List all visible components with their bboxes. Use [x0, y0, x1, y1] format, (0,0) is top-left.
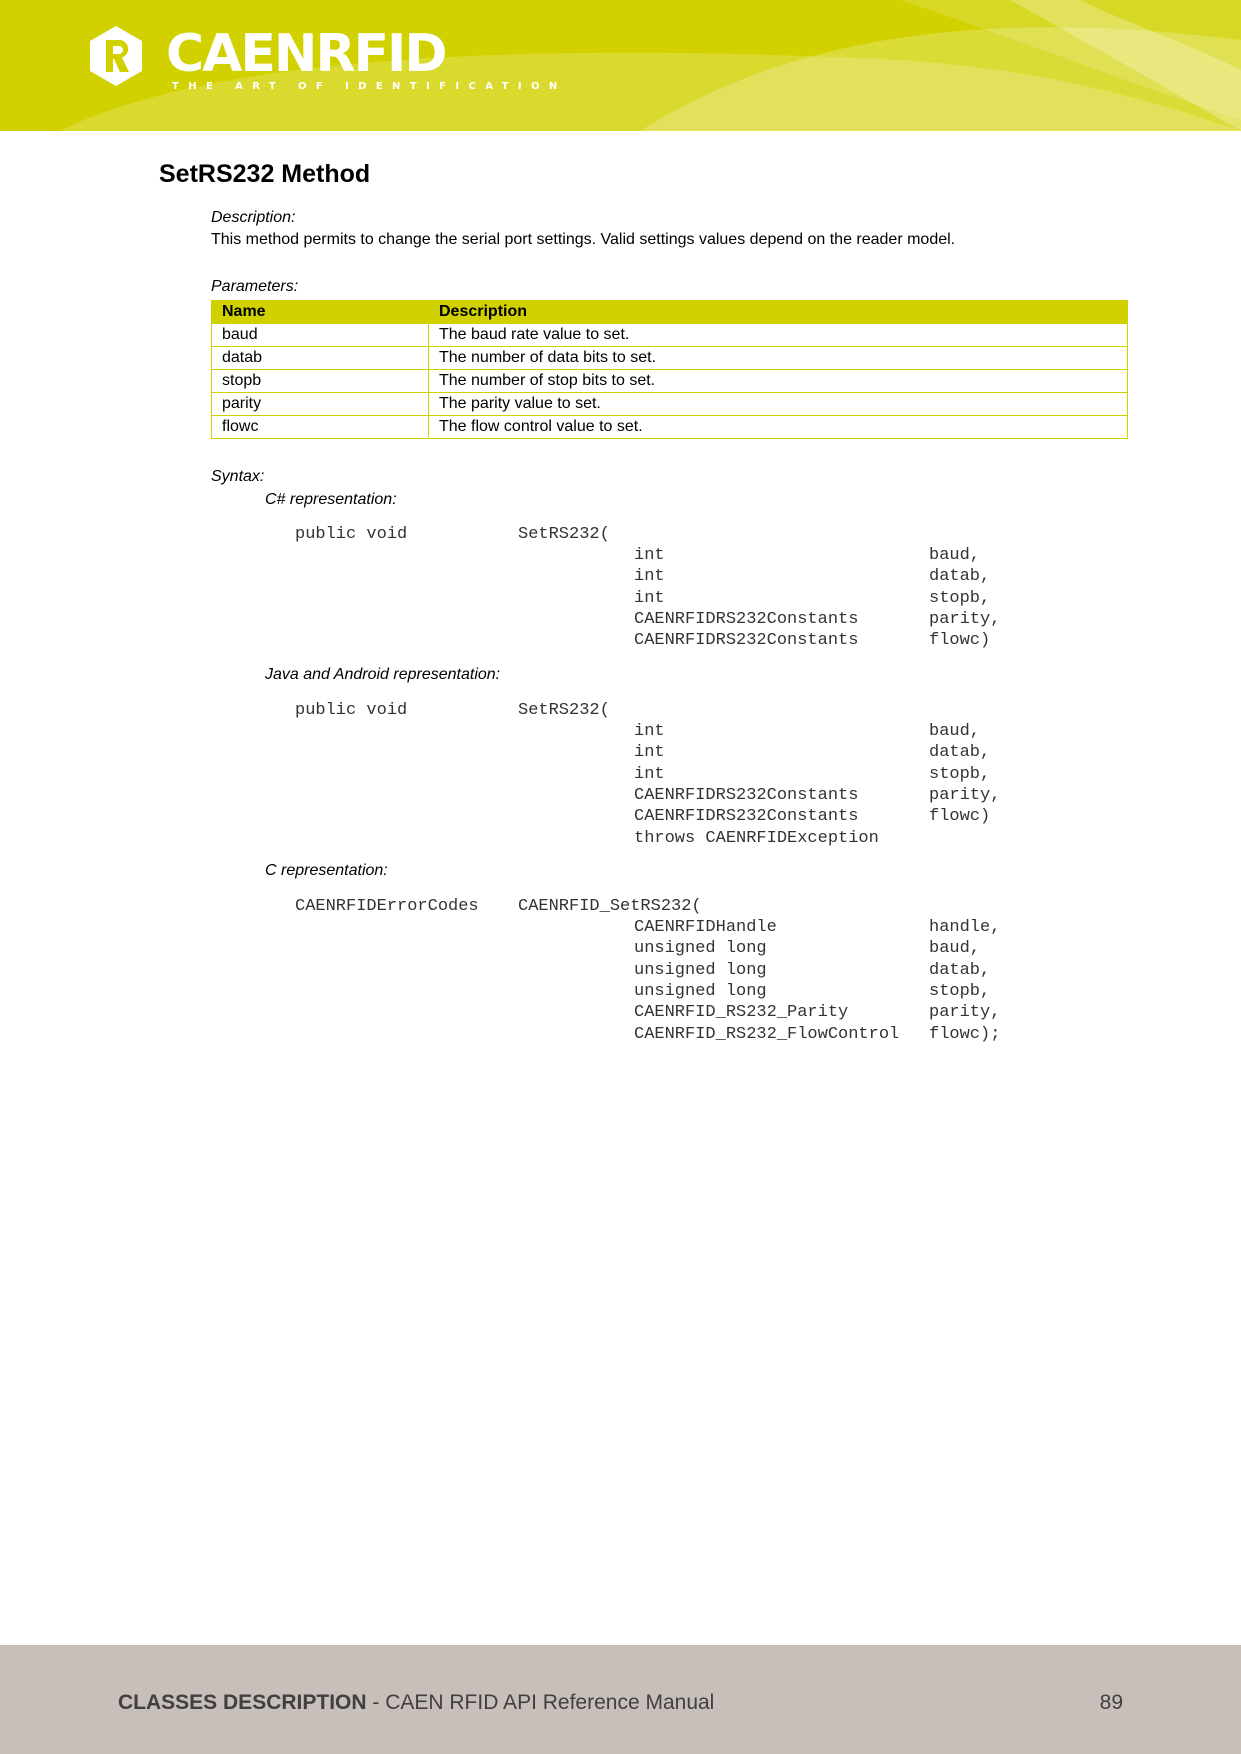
- java-method-name: SetRS232(: [518, 701, 610, 720]
- param-description: The number of data bits to set.: [429, 347, 1128, 370]
- c-param-name: flowc);: [929, 1025, 1001, 1044]
- brand-logo: [88, 24, 567, 96]
- c-method-name: CAENRFID_SetRS232(: [518, 897, 702, 916]
- footer-title: [118, 1691, 714, 1715]
- param-name: datab: [212, 347, 429, 370]
- c-param-name: stopb,: [929, 982, 991, 1001]
- java-param-type: int: [634, 743, 665, 762]
- logo-hexagon-icon: [88, 24, 144, 88]
- csharp-param-type: int: [634, 589, 665, 608]
- param-description: The flow control value to set.: [429, 416, 1128, 439]
- c-param-type: unsigned long: [634, 961, 767, 980]
- csharp-param-name: parity,: [929, 610, 1001, 629]
- java-param-name: stopb,: [929, 765, 991, 784]
- csharp-param-type: int: [634, 567, 665, 586]
- java-label: Java and Android representation:: [265, 666, 501, 683]
- csharp-param-type: CAENRFIDRS232Constants: [634, 610, 859, 629]
- java-param-name: flowc): [929, 807, 991, 826]
- param-name: flowc: [212, 416, 429, 439]
- column-header-name: Name: [212, 301, 429, 324]
- c-label: C representation:: [265, 862, 388, 879]
- csharp-param-name: flowc): [929, 631, 991, 650]
- logo-tagline: THE ART OF IDENTIFICATION: [172, 81, 567, 92]
- column-header-description: Description: [429, 301, 1128, 324]
- c-param-type: unsigned long: [634, 982, 767, 1001]
- page-title: SetRS232 Method: [159, 160, 371, 188]
- csharp-param-type: CAENRFIDRS232Constants: [634, 631, 859, 650]
- description-label: Description:: [211, 209, 296, 226]
- c-param-type: CAENRFID_RS232_Parity: [634, 1003, 849, 1022]
- param-description: The number of stop bits to set.: [429, 370, 1128, 393]
- param-description: The baud rate value to set.: [429, 324, 1128, 347]
- csharp-param-name: baud,: [929, 546, 981, 565]
- c-param-type: unsigned long: [634, 939, 767, 958]
- c-param-type: CAENRFIDHandle: [634, 918, 777, 937]
- table-row: [212, 370, 1128, 393]
- table-row: [212, 393, 1128, 416]
- page-header: [0, 0, 1241, 131]
- description-text: This method permits to change the serial port settings. Valid settings values depend on the reader model.: [211, 231, 956, 248]
- footer-manual-name: - CAEN RFID API Reference Manual: [366, 1691, 715, 1714]
- csharp-method-name: SetRS232(: [518, 525, 610, 544]
- csharp-param-name: datab,: [929, 567, 991, 586]
- c-param-type: CAENRFID_RS232_FlowControl: [634, 1025, 900, 1044]
- footer-section: CLASSES DESCRIPTION: [118, 1691, 367, 1714]
- parameters-table: [211, 300, 1128, 439]
- java-throws-clause: throws CAENRFIDException: [634, 829, 879, 848]
- param-name: stopb: [212, 370, 429, 393]
- java-return-type: public void: [295, 701, 408, 720]
- java-param-type: int: [634, 765, 665, 784]
- logo-wordmark: CAENRFID: [166, 24, 446, 84]
- csharp-return-type: public void: [295, 525, 408, 544]
- param-name: parity: [212, 393, 429, 416]
- java-param-name: datab,: [929, 743, 991, 762]
- param-description: The parity value to set.: [429, 393, 1128, 416]
- param-name: baud: [212, 324, 429, 347]
- syntax-label: Syntax:: [211, 468, 265, 485]
- table-row: [212, 324, 1128, 347]
- table-row: [212, 347, 1128, 370]
- java-param-name: baud,: [929, 722, 981, 741]
- page-number: 89: [1099, 1691, 1123, 1714]
- c-param-name: baud,: [929, 939, 981, 958]
- page-footer: [0, 1645, 1241, 1754]
- c-return-type: CAENRFIDErrorCodes: [295, 897, 479, 916]
- java-param-type: int: [634, 722, 665, 741]
- c-param-name: parity,: [929, 1003, 1001, 1022]
- table-row: [212, 416, 1128, 439]
- c-param-name: handle,: [929, 918, 1001, 937]
- c-param-name: datab,: [929, 961, 991, 980]
- java-param-type: CAENRFIDRS232Constants: [634, 786, 859, 805]
- csharp-param-name: stopb,: [929, 589, 991, 608]
- parameters-label: Parameters:: [211, 278, 299, 295]
- csharp-param-type: int: [634, 546, 665, 565]
- csharp-label: C# representation:: [265, 491, 397, 508]
- java-param-type: CAENRFIDRS232Constants: [634, 807, 859, 826]
- table-header-row: [212, 301, 1128, 324]
- java-param-name: parity,: [929, 786, 1001, 805]
